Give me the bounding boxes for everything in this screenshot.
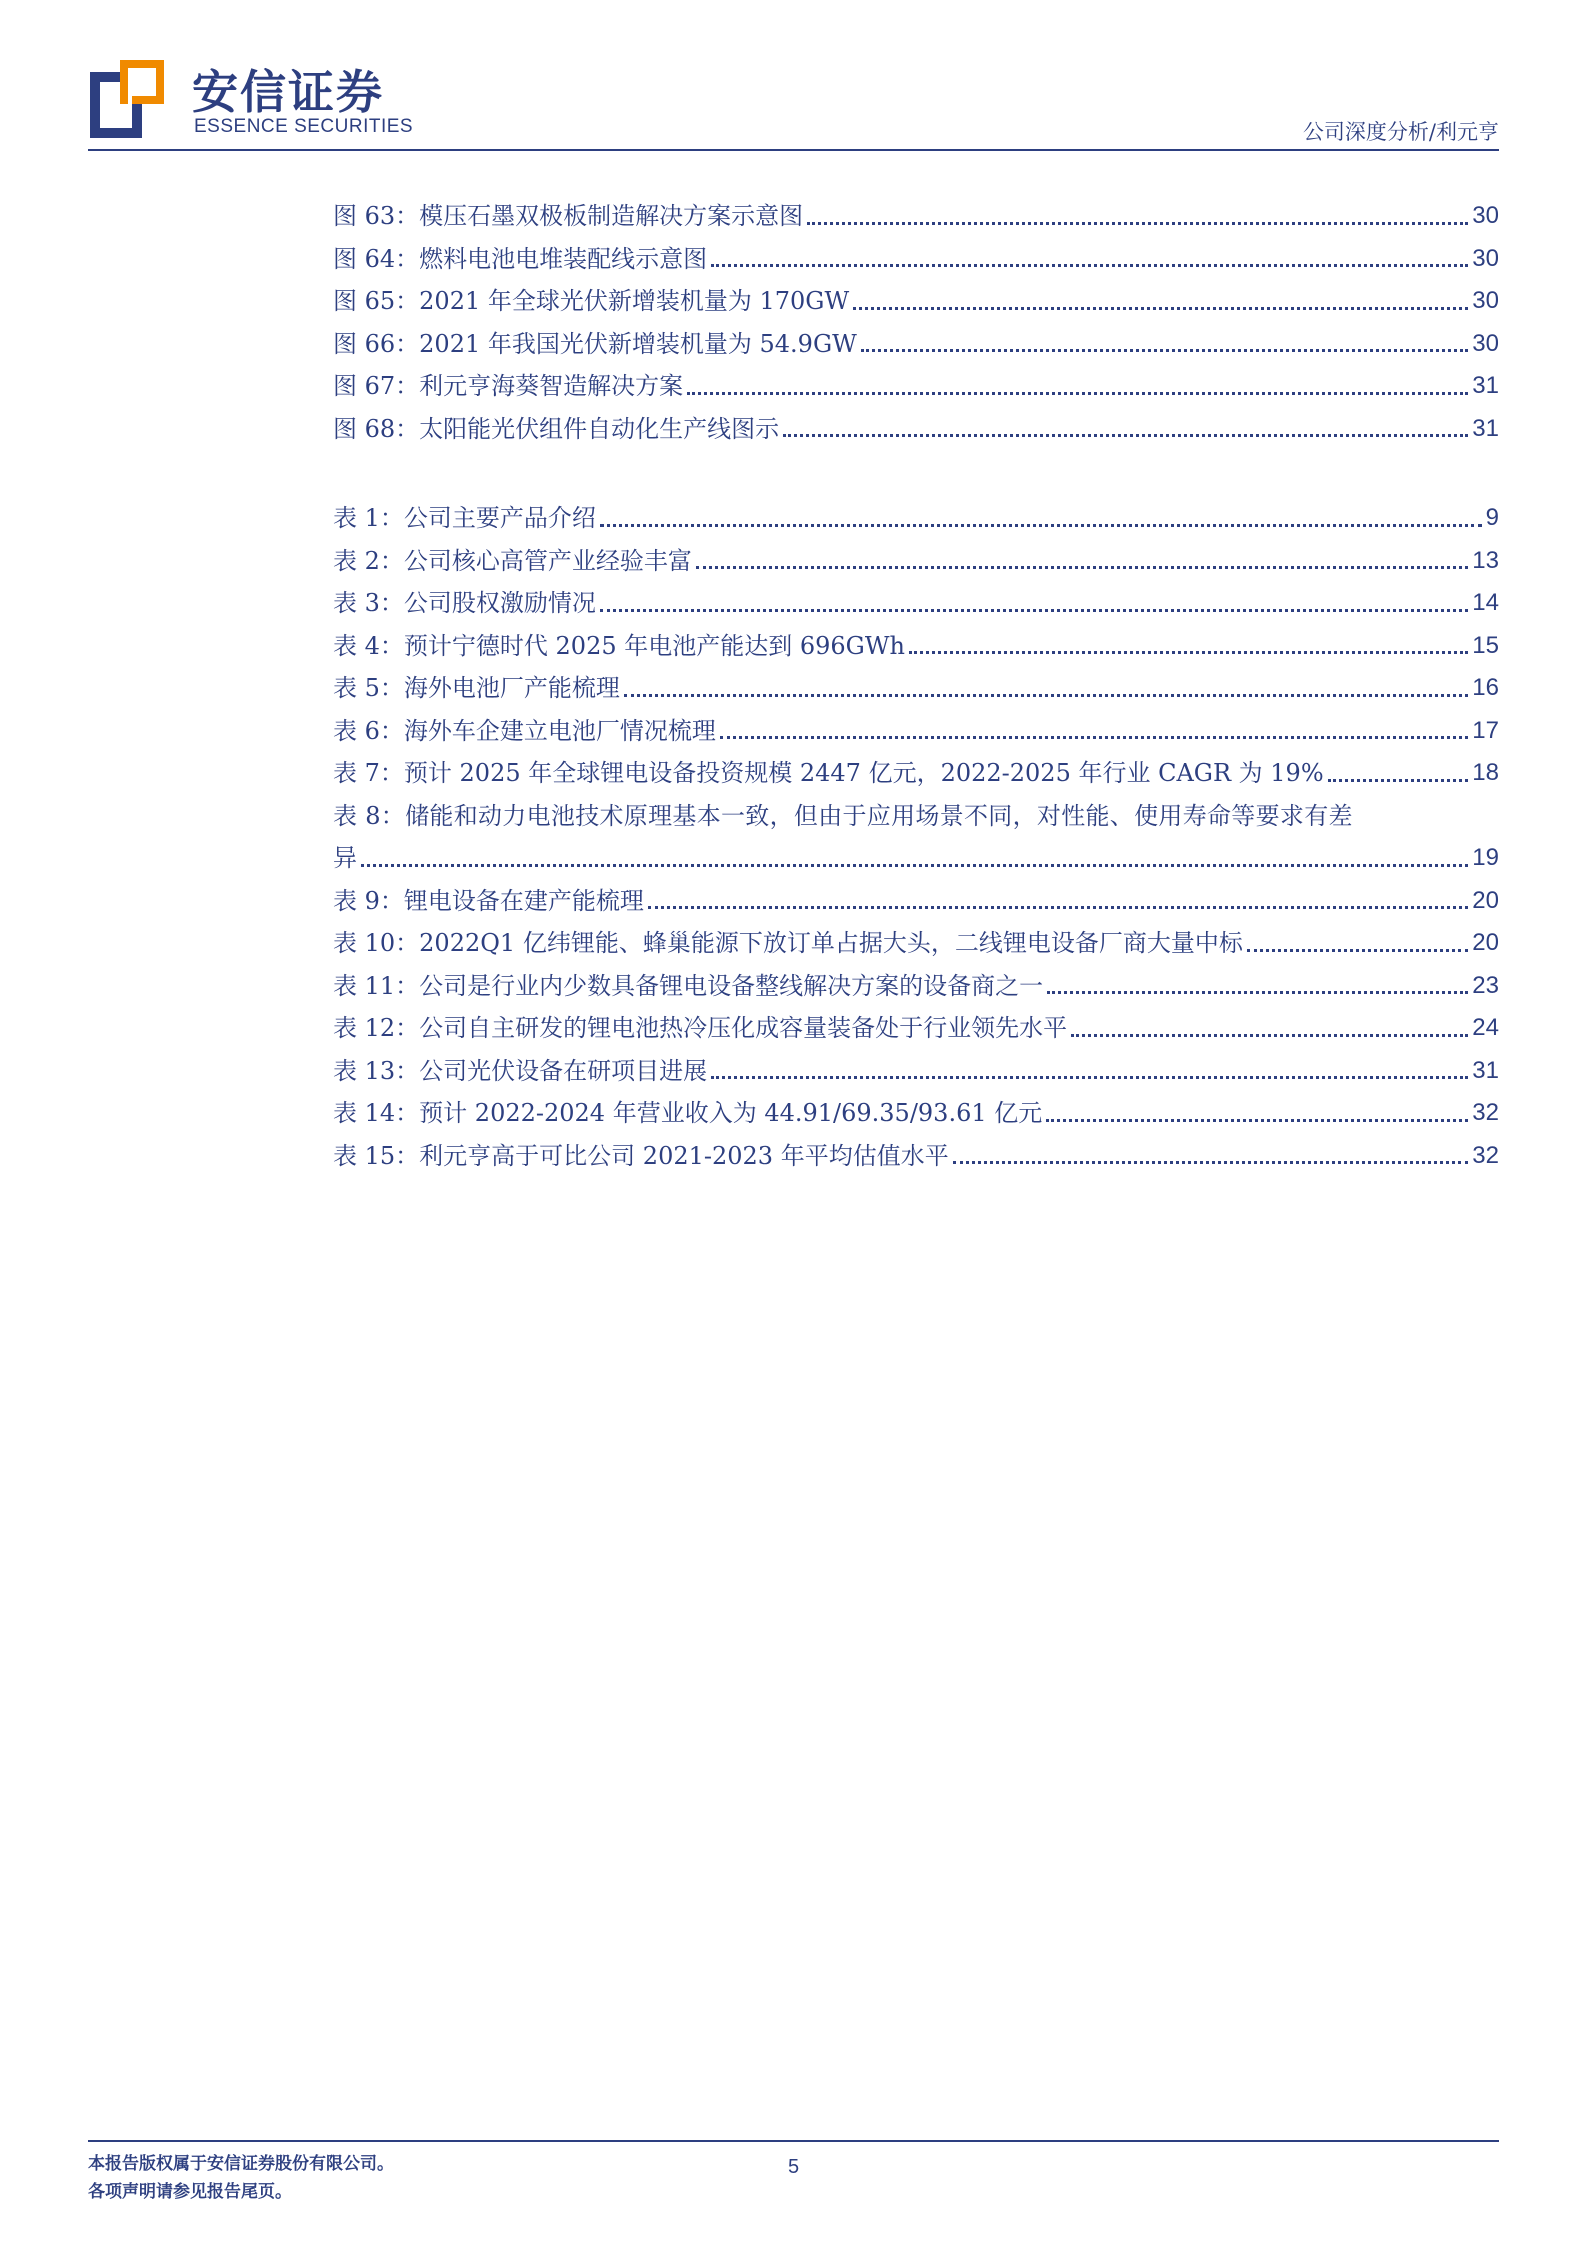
company-logo: [88, 50, 414, 145]
header-divider: [88, 149, 1499, 151]
toc-entry[interactable]: [333, 540, 1499, 583]
dot-leader: [687, 392, 1468, 395]
dot-leader: [711, 264, 1468, 267]
toc-entry-label: 表 5：海外电池厂产能梳理: [333, 674, 620, 702]
dot-leader: [953, 1161, 1469, 1164]
dot-leader: [1071, 1034, 1468, 1037]
toc-entry-page: 20: [1472, 929, 1499, 956]
toc-entry-page: 32: [1472, 1141, 1499, 1169]
dot-leader: [1328, 779, 1469, 782]
toc-entry[interactable]: [333, 667, 1499, 710]
toc-entry-page: 16: [1472, 674, 1499, 701]
toc-entry[interactable]: [333, 1092, 1499, 1135]
toc-entry-label: 图 68：太阳能光伏组件自动化生产线图示: [333, 414, 780, 443]
toc-entry-label: 表 1：公司主要产品介绍: [333, 504, 596, 532]
essence-logo-icon: [88, 58, 166, 140]
toc-entry-page: 15: [1472, 631, 1499, 659]
dot-leader: [783, 434, 1468, 437]
toc-entry[interactable]: [333, 195, 1499, 238]
toc-entry[interactable]: [333, 408, 1499, 451]
toc-entry-page: 32: [1472, 1099, 1499, 1126]
dot-leader: [711, 1076, 1468, 1079]
dot-leader: [909, 651, 1468, 654]
toc-entry[interactable]: [333, 965, 1499, 1008]
toc-entry[interactable]: [333, 1007, 1499, 1050]
logo-chinese-name: 安信证券: [192, 65, 384, 119]
footer-divider: [88, 2140, 1499, 2142]
toc-entry-page: 30: [1472, 244, 1499, 272]
toc-entry-page: 13: [1472, 546, 1499, 574]
dot-leader: [853, 307, 1468, 310]
disclaimer-text: 各项声明请参见报告尾页。: [88, 2182, 292, 2202]
toc-entry-label: 图 67：利元亨海葵智造解决方案: [333, 372, 684, 400]
toc-entry-page: 23: [1472, 971, 1499, 999]
page-number: 5: [787, 2156, 800, 2178]
page-header: [0, 0, 1587, 150]
toc-entry-page: 18: [1472, 759, 1499, 786]
toc-entry-page: 19: [1472, 844, 1499, 871]
toc-entry-page: 24: [1472, 1014, 1499, 1041]
dot-leader: [720, 736, 1468, 739]
toc-entry[interactable]: [333, 582, 1499, 625]
toc-entry[interactable]: [333, 238, 1499, 281]
toc-entry-label-continued: 异: [333, 844, 357, 872]
table-index: [333, 497, 1499, 1177]
toc-entry-label: 表 10：2022Q1 亿纬锂能、蜂巢能源下放订单占据大头，二线锂电设备厂商大量中标: [333, 929, 1243, 957]
dot-leader: [1247, 949, 1468, 952]
toc-entry-label: 表 4：预计宁德时代 2025 年电池产能达到 696GWh: [333, 631, 905, 660]
logo-english-name: ESSENCE SECURITIES: [194, 116, 414, 137]
toc-entry-page: 31: [1472, 414, 1499, 442]
toc-entry-label: 表 6：海外车企建立电池厂情况梳理: [333, 716, 716, 745]
toc-entry-page: 31: [1472, 1056, 1499, 1084]
toc-entry[interactable]: [333, 880, 1499, 923]
toc-entry-label: 表 2：公司核心高管产业经验丰富: [333, 546, 692, 575]
toc-entry-page: 14: [1472, 589, 1499, 616]
toc-entry[interactable]: [333, 365, 1499, 408]
toc-entry[interactable]: [333, 323, 1499, 366]
dot-leader: [361, 864, 1468, 867]
toc-entry-page: 30: [1472, 202, 1499, 229]
toc-entry-label: 图 63：模压石墨双极板制造解决方案示意图: [333, 202, 804, 230]
toc-entry-label: 表 7：预计 2025 年全球锂电设备投资规模 2447 亿元，2022-2025 年行业 CAGR 为 19%: [333, 759, 1324, 787]
report-type-label: 公司深度分析/利元亨: [1302, 120, 1499, 144]
dot-leader: [600, 524, 1482, 527]
toc-entry-page: 31: [1472, 372, 1499, 399]
dot-leader: [648, 906, 1468, 909]
dot-leader: [861, 349, 1469, 352]
toc-entry-label: 表 11：公司是行业内少数具备锂电设备整线解决方案的设备商之一: [333, 971, 1044, 1000]
dot-leader: [1046, 1119, 1468, 1122]
toc-entry-label: 表 15：利元亨高于可比公司 2021-2023 年平均估值水平: [333, 1141, 949, 1170]
toc-entry[interactable]: [333, 280, 1499, 323]
toc-entry[interactable]: [333, 625, 1499, 668]
toc-entry-page: 9: [1485, 504, 1499, 531]
dot-leader: [600, 609, 1468, 612]
toc-entry-page: 30: [1472, 329, 1499, 357]
toc-entry-label: 表 12：公司自主研发的锂电池热冷压化成容量装备处于行业领先水平: [333, 1014, 1068, 1042]
toc-entry-page: 30: [1472, 287, 1499, 314]
toc-entry[interactable]: [333, 497, 1499, 540]
toc-entry-label: 表 14：预计 2022-2024 年营业收入为 44.91/69.35/93.61 亿元: [333, 1099, 1043, 1127]
toc-entry-label: 表 3：公司股权激励情况: [333, 589, 596, 617]
toc-entry[interactable]: [333, 922, 1499, 965]
toc-entry[interactable]: [333, 1050, 1499, 1093]
toc-entry-label: 表 9：锂电设备在建产能梳理: [333, 886, 644, 915]
dot-leader: [1047, 991, 1468, 994]
dot-leader: [807, 222, 1468, 225]
toc-entry-page: 20: [1472, 886, 1499, 914]
toc-entry-label: 图 65：2021 年全球光伏新增装机量为 170GW: [333, 287, 850, 315]
toc-entry[interactable]: [333, 710, 1499, 753]
toc-entry-label: 图 66：2021 年我国光伏新增装机量为 54.9GW: [333, 329, 857, 358]
dot-leader: [624, 694, 1468, 697]
toc-entry[interactable]: [333, 795, 1499, 838]
copyright-text: 本报告版权属于安信证券股份有限公司。: [88, 2154, 394, 2174]
toc-entry-continuation[interactable]: [333, 837, 1499, 880]
toc-entry-label: 表 8：储能和动力电池技术原理基本一致，但由于应用场景不同，对性能、使用寿命等要求有差: [333, 801, 1353, 830]
figure-index: [333, 195, 1499, 450]
toc-entry[interactable]: [333, 1135, 1499, 1178]
toc-entry[interactable]: [333, 752, 1499, 795]
dot-leader: [696, 566, 1468, 569]
toc-entry-label: 图 64：燃料电池电堆装配线示意图: [333, 244, 708, 273]
toc-entry-label: 表 13：公司光伏设备在研项目进展: [333, 1056, 708, 1085]
toc-entry-page: 17: [1472, 716, 1499, 744]
